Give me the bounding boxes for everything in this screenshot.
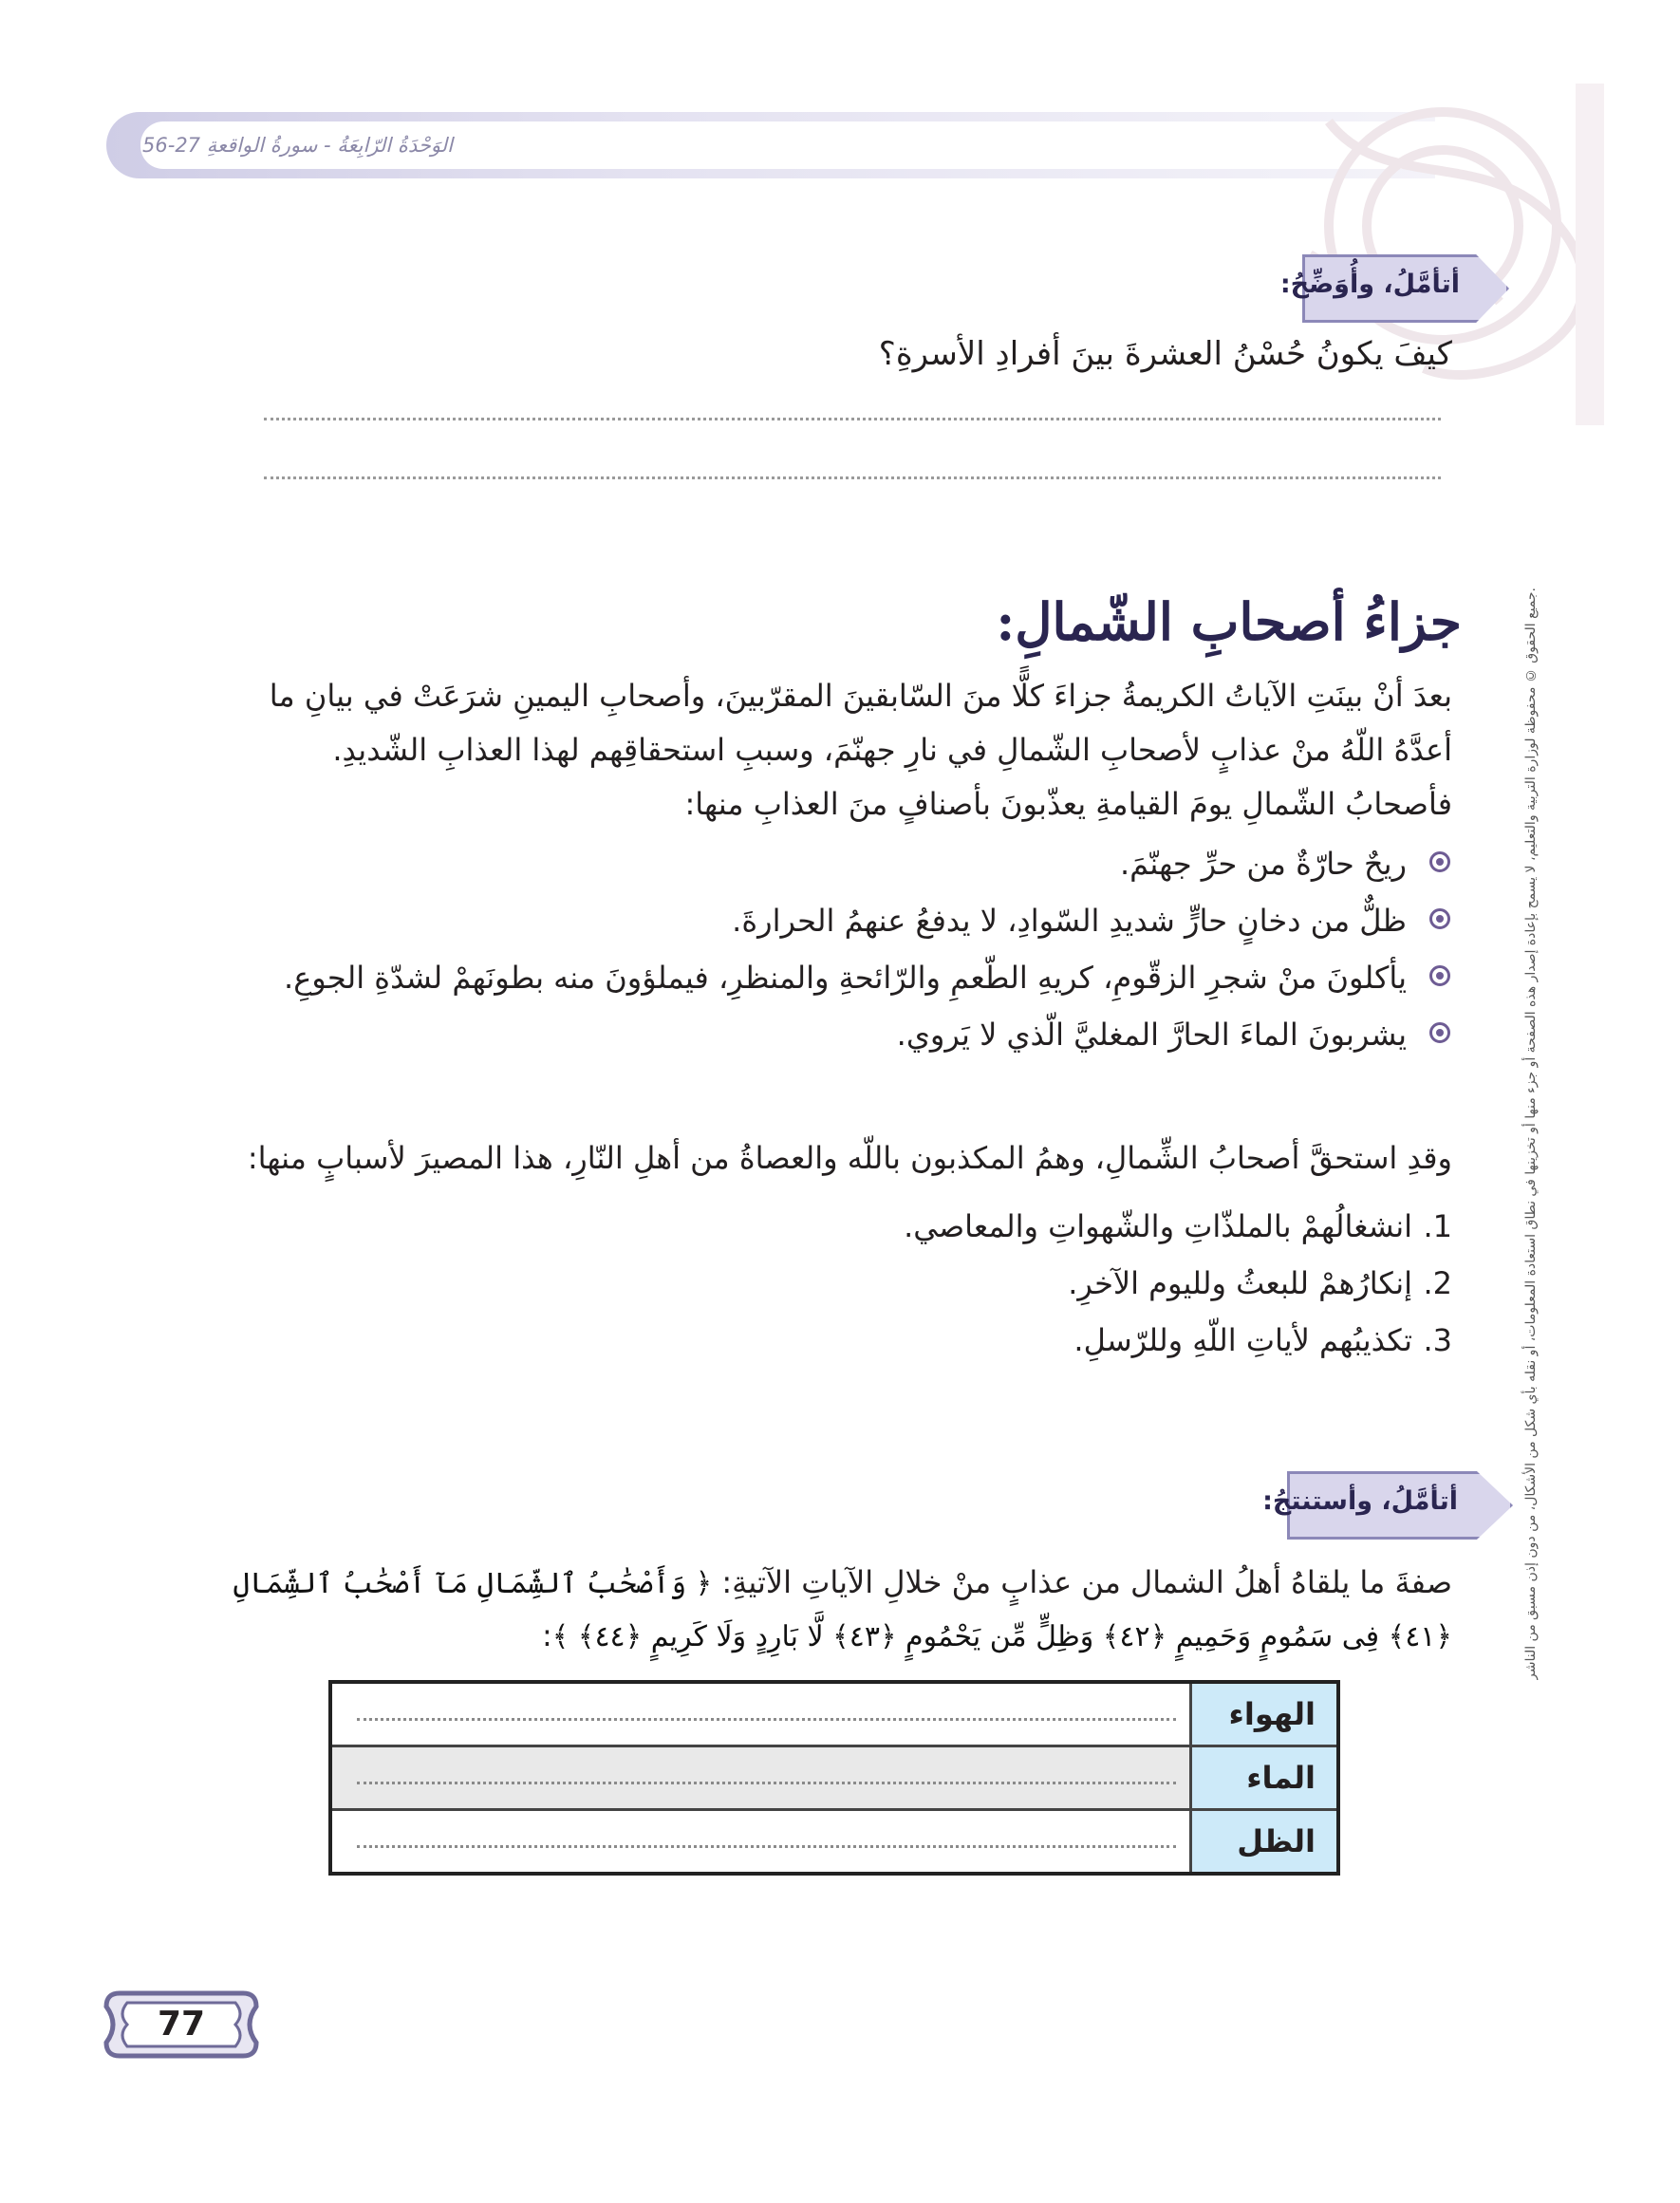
section-title: جزاءُ أصحابِ الشّمالِ: [996,591,1462,652]
row-label: الماء [1191,1746,1339,1810]
infer-suffix: : [541,1617,552,1653]
infer-prompt [218,1557,1452,1663]
answer-table [328,1680,1340,1876]
table-row [330,1746,1338,1810]
list-item: 3.تكذيبُهم لأياتِ اللّهِ وللرّسلِ. [1073,1322,1452,1358]
answer-line-2[interactable] [264,476,1441,479]
bullet-icon [1429,851,1450,872]
bullet-icon [1429,965,1450,986]
answer-cell-air[interactable] [330,1682,1191,1746]
answer-line-1[interactable] [264,418,1441,420]
section-intro: بعدَ أنْ بينَتِ الآياتُ الكريمةُ جزاءَ كلًّا منَ السّابقينَ المقرّبينَ، وأصحابِ اليمينِ شرَعَتْ في بيانِ ما أعدَّهُ اللّهُ منْ عذابٍ لأصحابِ الشّمالِ في نارِ جهنّمَ، وسببِ استحقاقِهم لهذا العذابِ الشّديدِ. فأصحابُ الشّمالِ يومَ القيامةِ يعذّبونَ بأصنافٍ منَ العذابِ منها: [269,678,1452,822]
row-label: الهواء [1191,1682,1339,1746]
list-item: 2.إنكارُهمْ للبعثُ ولليوم الآخرِ. [1068,1265,1452,1301]
reflect-question: كيفَ يكونُ حُسْنُ العشرةَ بينَ أفرادِ الأسرةِ؟ [878,335,1452,373]
row-label: الظل [1191,1810,1339,1875]
bullet-icon [1429,1022,1450,1043]
page-number: 77 [157,2005,206,2044]
quran-verse: ﴿ وَأَصْحَٰبُ ٱلشِّمَالِ مَآ أَصْحَٰبُ ٱلشِّمَالِ ﴿٤١﴾ فِى سَمُومٍ وَحَمِيمٍ ﴿٤٢﴾ وَظِلٍّ مِّن يَحْمُومٍ ﴿٤٣﴾ لَّا بَارِدٍ وَلَا كَرِيمٍ ﴿٤٤﴾ ﴾ [233,1567,1452,1653]
reflect-explain-label: أتأمَّلُ، وأُوَضِّحُ: [1279,270,1460,299]
list-item: يأكلونَ منْ شجرِ الزقّومِ، كريهِ الطّعمِ والرّائحةِ والمنظرِ، فيملؤونَ منه بطونَهمْ لشدّةِ الجوعِ. [247,949,1452,1006]
infer-prompt-text: صفةَ ما يلقاهُ أهلُ الشمال من عذابٍ منْ خلالِ الآياتِ الآتيةِ: [721,1564,1452,1600]
bullet-icon [1429,908,1450,929]
list-item: ظلٌّ من دخانٍ حارٍّ شديدِ السّوادِ، لا يدفعُ عنهمُ الحرارةَ. [247,892,1452,949]
table-row [330,1810,1338,1875]
punishment-list [247,835,1452,1063]
list-item: ريحٌ حارّةٌ من حرِّ جهنّمَ. [247,835,1452,892]
header-title: الوَحْدَةُ الرّابِعَةُ - سورةُ الواقعةِ 27-56 [142,134,453,157]
answer-cell-water[interactable] [330,1746,1191,1810]
answer-cell-shade[interactable] [330,1810,1191,1875]
reasons-list [664,1198,1452,1369]
list-item: يشربونَ الماءَ الحارَّ المغليَّ الّذي لا يَروي. [247,1006,1452,1063]
table-row [330,1682,1338,1746]
reasons-intro: وقدِ استحقَّ أصحابُ الشِّمالِ، وهمُ المكذبون باللّه والعصاةُ من أهلِ النّارِ، هذا المصيرَ لأسبابٍ منها: [247,1140,1452,1176]
reflect-infer-label: أتأمَّلُ، وأستنتجُ: [1262,1486,1458,1516]
list-item: 1.انشغالُهمْ بالملذّاتِ والشّهواتِ والمعاصي. [904,1208,1452,1244]
copyright-note: جميع الحقوق © محفوظة لوزارة التربية والتعليم، لا يسمح بإعادة إصدار هذه الصفحة أو جزء منها أو تخزينها في نطاق استعادة المعلومات، أو نقله بأي شكل من الأشكال، من دون إذن مسبق من الناشر. [1523,587,1539,1680]
